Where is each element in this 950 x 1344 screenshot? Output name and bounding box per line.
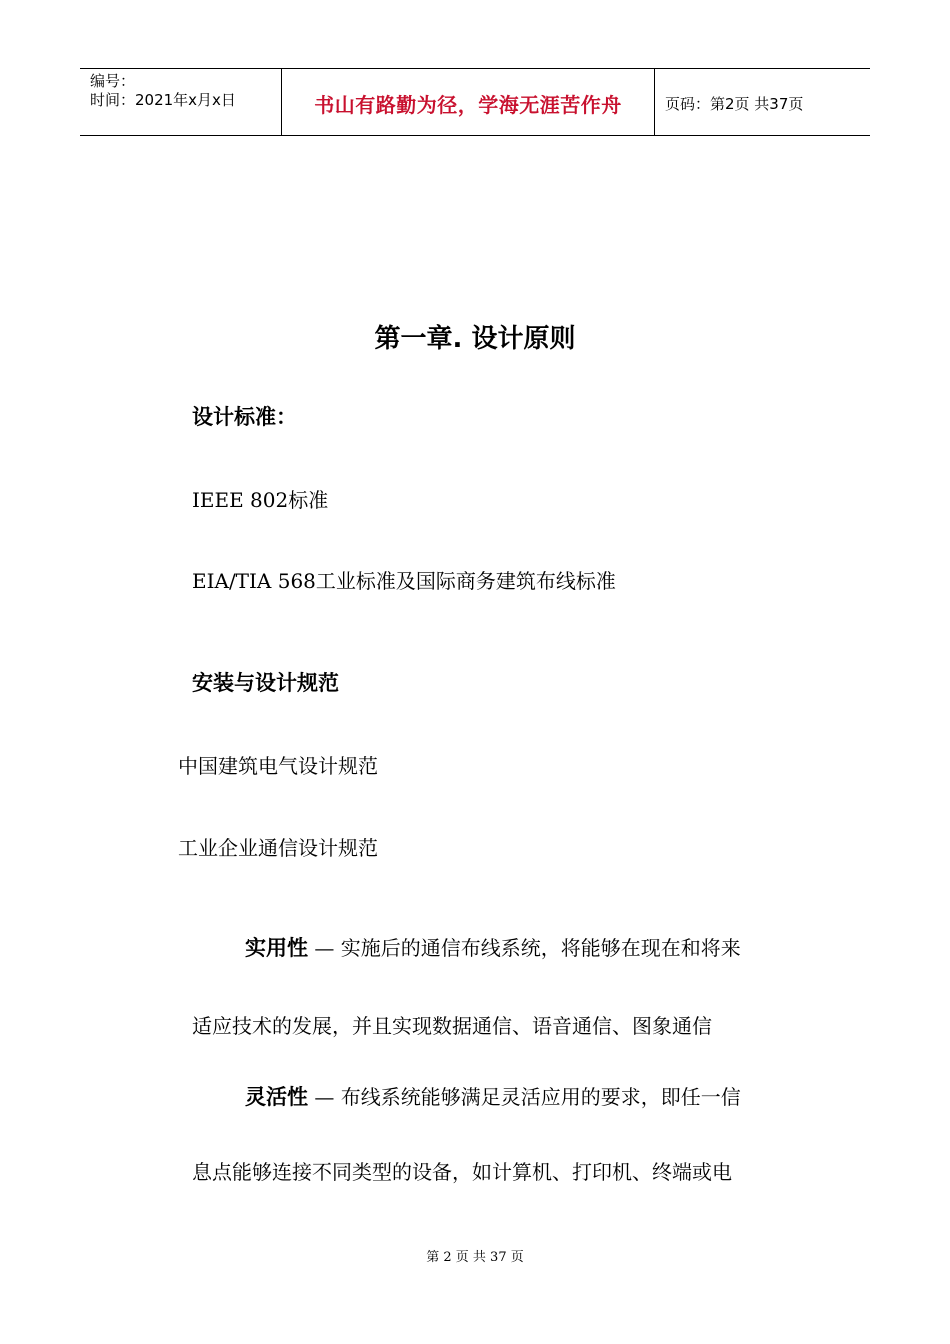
section-heading-install-specs: 安装与设计规范 [192,671,339,695]
flexibility-dash: — [308,1085,341,1109]
spec-item-building-electrical: 中国建筑电气设计规范 [178,754,378,778]
document-number-label: 编号： [90,72,136,90]
chapter-title: 第一章. 设计原则 [374,324,576,354]
section-heading-design-standards: 设计标准： [192,405,297,429]
header-middle-cell [282,69,655,135]
header-table [80,68,870,136]
document-time-label: 时间：2021年x月x日 [90,91,236,109]
standard-item-ieee: IEEE 802标准 [192,488,329,512]
flexibility-text-line1: 布线系统能够满足灵活应用的要求，即任一信 [340,1085,741,1109]
flexibility-term: 灵活性 [245,1085,308,1109]
header-page-info: 页码：第2页 共37页 [665,95,804,113]
flexibility-paragraph-line1 [245,1081,741,1111]
practicality-text-line2: 适应技术的发展，并且实现数据通信、语音通信、图象通信 [192,1014,712,1038]
footer-page-number: 第 2 页 共 37 页 [426,1250,524,1265]
practicality-term: 实用性 [245,936,308,960]
header-right-cell [655,69,870,135]
practicality-dash: — [308,936,341,960]
flexibility-text-line2: 息点能够连接不同类型的设备，如计算机、打印机、终端或电 [192,1160,732,1184]
standard-item-eia-tia: EIA/TIA 568工业标准及国际商务建筑布线标准 [192,569,616,593]
header-left-cell [80,69,282,135]
spec-item-industrial-communication: 工业企业通信设计规范 [178,836,378,860]
header-motto: 书山有路勤为径，学海无涯苦作舟 [314,93,622,117]
practicality-text-line1: 实施后的通信布线系统，将能够在现在和将来 [340,936,741,960]
practicality-paragraph-line1 [245,932,741,962]
